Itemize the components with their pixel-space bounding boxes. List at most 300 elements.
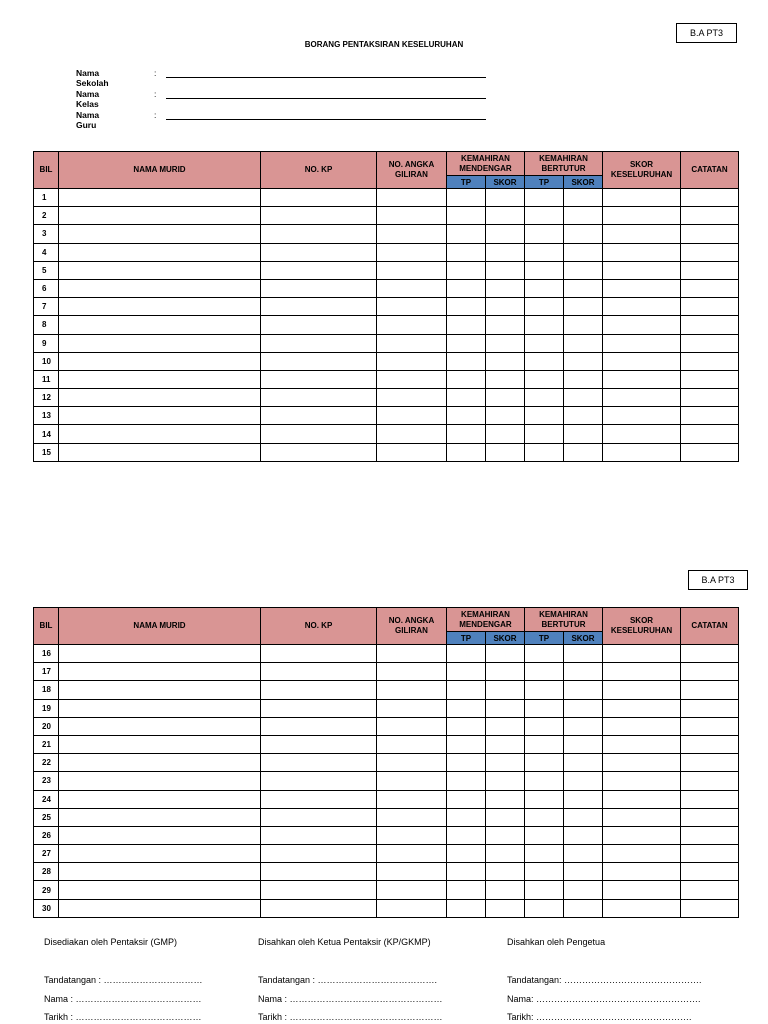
table-cell[interactable] — [603, 663, 681, 681]
table-cell[interactable] — [377, 352, 447, 370]
table-cell[interactable] — [447, 790, 486, 808]
table-cell[interactable] — [261, 425, 377, 443]
table-cell[interactable] — [261, 754, 377, 772]
table-cell[interactable] — [681, 334, 739, 352]
table-cell[interactable] — [486, 370, 525, 388]
row-number: 15 — [34, 443, 59, 461]
table-cell[interactable] — [525, 189, 564, 207]
table-cell[interactable] — [377, 316, 447, 334]
table-cell[interactable] — [59, 863, 261, 881]
table-cell[interactable] — [564, 881, 603, 899]
table-row — [34, 443, 739, 461]
school-name-field[interactable] — [166, 77, 486, 78]
table-cell[interactable] — [681, 663, 739, 681]
table-cell[interactable] — [59, 826, 261, 844]
table-cell[interactable] — [447, 352, 486, 370]
table-cell[interactable] — [486, 826, 525, 844]
class-name-field[interactable] — [166, 98, 486, 99]
row-number: 20 — [34, 717, 59, 735]
table-cell[interactable] — [486, 663, 525, 681]
table-cell[interactable] — [681, 261, 739, 279]
row-number: 9 — [34, 334, 59, 352]
table-cell[interactable] — [486, 899, 525, 917]
table-cell[interactable] — [525, 663, 564, 681]
table-cell[interactable] — [486, 261, 525, 279]
table-cell[interactable] — [261, 279, 377, 297]
table-cell[interactable] — [564, 370, 603, 388]
table-cell[interactable] — [59, 334, 261, 352]
page-title: BORANG PENTAKSIRAN KESELURUHAN — [304, 40, 464, 49]
table-cell[interactable] — [486, 845, 525, 863]
table-cell[interactable] — [447, 279, 486, 297]
table-cell[interactable] — [377, 826, 447, 844]
table-cell[interactable] — [377, 772, 447, 790]
signature-line-tandatangan[interactable]: Tandatangan : …………………………………. — [258, 975, 438, 985]
table-cell[interactable] — [377, 681, 447, 699]
table-cell[interactable] — [377, 790, 447, 808]
table-cell[interactable] — [486, 352, 525, 370]
table-cell[interactable] — [603, 826, 681, 844]
table-cell[interactable] — [525, 772, 564, 790]
table-cell[interactable] — [525, 298, 564, 316]
table-cell[interactable] — [447, 881, 486, 899]
table-cell[interactable] — [564, 425, 603, 443]
table-cell[interactable] — [603, 298, 681, 316]
table-cell[interactable] — [681, 681, 739, 699]
table-cell[interactable] — [681, 790, 739, 808]
table-cell[interactable] — [603, 772, 681, 790]
table-cell[interactable] — [261, 826, 377, 844]
table-cell[interactable] — [603, 425, 681, 443]
table-cell[interactable] — [603, 681, 681, 699]
table-cell[interactable] — [261, 681, 377, 699]
table-cell[interactable] — [603, 645, 681, 663]
table-cell[interactable] — [486, 443, 525, 461]
table-cell[interactable] — [525, 845, 564, 863]
table-cell[interactable] — [681, 717, 739, 735]
table-cell[interactable] — [447, 699, 486, 717]
table-cell[interactable] — [603, 754, 681, 772]
table-cell[interactable] — [59, 352, 261, 370]
table-cell[interactable] — [525, 863, 564, 881]
table-cell[interactable] — [377, 443, 447, 461]
table-cell[interactable] — [564, 772, 603, 790]
table-cell[interactable] — [261, 189, 377, 207]
table-cell[interactable] — [261, 863, 377, 881]
table-cell[interactable] — [603, 717, 681, 735]
table-cell[interactable] — [377, 279, 447, 297]
table-cell[interactable] — [564, 754, 603, 772]
table-cell[interactable] — [447, 261, 486, 279]
table-cell[interactable] — [59, 717, 261, 735]
table-cell[interactable] — [377, 189, 447, 207]
table-cell[interactable] — [486, 207, 525, 225]
table-cell[interactable] — [59, 279, 261, 297]
signature-line-tarikh[interactable]: Tarikh: ……………………………………………. — [507, 1012, 692, 1022]
table-row — [34, 754, 739, 772]
table-cell[interactable] — [377, 298, 447, 316]
table-cell[interactable] — [59, 790, 261, 808]
table-cell[interactable] — [603, 407, 681, 425]
table-cell[interactable] — [486, 298, 525, 316]
table-cell[interactable] — [603, 316, 681, 334]
table-cell[interactable] — [681, 316, 739, 334]
table-cell[interactable] — [681, 225, 739, 243]
signature-line-nama[interactable]: Nama: ………………………………………………. — [507, 994, 701, 1004]
table-cell[interactable] — [603, 863, 681, 881]
table-cell[interactable] — [681, 443, 739, 461]
table-cell[interactable] — [564, 899, 603, 917]
table-cell[interactable] — [681, 389, 739, 407]
table-cell[interactable] — [377, 699, 447, 717]
table-cell[interactable] — [377, 863, 447, 881]
table-cell[interactable] — [564, 808, 603, 826]
table-cell[interactable] — [261, 334, 377, 352]
table-cell[interactable] — [447, 681, 486, 699]
table-cell[interactable] — [564, 663, 603, 681]
row-number: 21 — [34, 735, 59, 753]
table-cell[interactable] — [59, 225, 261, 243]
table-cell[interactable] — [261, 370, 377, 388]
table-cell[interactable] — [564, 717, 603, 735]
table-cell[interactable] — [59, 189, 261, 207]
table-cell[interactable] — [603, 699, 681, 717]
table-cell[interactable] — [59, 699, 261, 717]
table-cell[interactable] — [564, 443, 603, 461]
table-cell[interactable] — [486, 407, 525, 425]
table-cell[interactable] — [564, 279, 603, 297]
table-cell[interactable] — [564, 699, 603, 717]
table-cell[interactable] — [681, 899, 739, 917]
signature-line-nama[interactable]: Nama : …………………………………… — [44, 994, 202, 1004]
table-cell[interactable] — [525, 881, 564, 899]
table-cell[interactable] — [525, 407, 564, 425]
table-cell[interactable] — [681, 845, 739, 863]
table-cell[interactable] — [603, 225, 681, 243]
table-cell[interactable] — [564, 826, 603, 844]
table-cell[interactable] — [681, 298, 739, 316]
table-cell[interactable] — [486, 863, 525, 881]
table-cell[interactable] — [447, 389, 486, 407]
table-cell[interactable] — [525, 808, 564, 826]
table-cell[interactable] — [681, 808, 739, 826]
subheader-tp: TP — [447, 632, 486, 645]
table-cell[interactable] — [681, 407, 739, 425]
table-cell[interactable] — [486, 790, 525, 808]
table-cell[interactable] — [261, 663, 377, 681]
table-cell[interactable] — [261, 735, 377, 753]
table-cell[interactable] — [59, 316, 261, 334]
info-label-class: Nama Kelas — [76, 89, 100, 109]
table-cell[interactable] — [525, 443, 564, 461]
table-cell[interactable] — [681, 425, 739, 443]
table-cell[interactable] — [59, 735, 261, 753]
table-cell[interactable] — [261, 352, 377, 370]
table-cell[interactable] — [564, 352, 603, 370]
table-cell[interactable] — [447, 243, 486, 261]
table-cell[interactable] — [564, 863, 603, 881]
table-cell[interactable] — [377, 881, 447, 899]
table-cell[interactable] — [564, 735, 603, 753]
table-cell[interactable] — [377, 425, 447, 443]
table-cell[interactable] — [525, 389, 564, 407]
table-cell[interactable] — [447, 899, 486, 917]
signature-line-tandatangan[interactable]: Tandatangan : …………………………… — [44, 975, 203, 985]
table-cell[interactable] — [59, 261, 261, 279]
table-cell[interactable] — [525, 370, 564, 388]
table-cell[interactable] — [59, 370, 261, 388]
table-cell[interactable] — [681, 863, 739, 881]
table-cell[interactable] — [261, 790, 377, 808]
table-cell[interactable] — [447, 863, 486, 881]
table-cell[interactable] — [603, 261, 681, 279]
table-cell[interactable] — [59, 899, 261, 917]
table-cell[interactable] — [261, 207, 377, 225]
table-cell[interactable] — [377, 207, 447, 225]
table-cell[interactable] — [564, 243, 603, 261]
table-cell[interactable] — [681, 279, 739, 297]
table-cell[interactable] — [681, 881, 739, 899]
table-cell[interactable] — [681, 207, 739, 225]
table-cell[interactable] — [377, 808, 447, 826]
row-number: 7 — [34, 298, 59, 316]
header-no-kp: NO. KP — [261, 152, 377, 189]
teacher-name-field[interactable] — [166, 119, 486, 120]
table-cell[interactable] — [377, 845, 447, 863]
table-cell[interactable] — [377, 334, 447, 352]
table-cell[interactable] — [525, 754, 564, 772]
table-cell[interactable] — [59, 681, 261, 699]
table-cell[interactable] — [261, 881, 377, 899]
table-cell[interactable] — [447, 425, 486, 443]
table-cell[interactable] — [377, 645, 447, 663]
table-cell[interactable] — [603, 899, 681, 917]
table-cell[interactable] — [486, 425, 525, 443]
table-cell[interactable] — [681, 243, 739, 261]
table-cell[interactable] — [525, 207, 564, 225]
row-number: 17 — [34, 663, 59, 681]
table-cell[interactable] — [377, 899, 447, 917]
table-cell[interactable] — [59, 845, 261, 863]
header-bil: BIL — [34, 608, 59, 645]
table-cell[interactable] — [603, 389, 681, 407]
subheader-skor: SKOR — [564, 632, 603, 645]
table-cell[interactable] — [261, 899, 377, 917]
table-cell[interactable] — [377, 225, 447, 243]
table-cell[interactable] — [59, 443, 261, 461]
table-cell[interactable] — [447, 808, 486, 826]
table-cell[interactable] — [486, 681, 525, 699]
table-cell[interactable] — [681, 645, 739, 663]
table-cell[interactable] — [681, 735, 739, 753]
table-cell[interactable] — [603, 790, 681, 808]
table-cell[interactable] — [261, 717, 377, 735]
table-cell[interactable] — [603, 207, 681, 225]
table-cell[interactable] — [603, 334, 681, 352]
table-cell[interactable] — [59, 207, 261, 225]
table-cell[interactable] — [261, 225, 377, 243]
table-cell[interactable] — [603, 243, 681, 261]
table-cell[interactable] — [486, 316, 525, 334]
table-row — [34, 261, 739, 279]
table-cell[interactable] — [564, 334, 603, 352]
table-cell[interactable] — [564, 189, 603, 207]
table-cell[interactable] — [447, 663, 486, 681]
table-cell[interactable] — [681, 754, 739, 772]
table-cell[interactable] — [261, 298, 377, 316]
table-cell[interactable] — [447, 189, 486, 207]
table-cell[interactable] — [525, 279, 564, 297]
table-cell[interactable] — [261, 261, 377, 279]
row-number: 16 — [34, 645, 59, 663]
table-cell[interactable] — [377, 243, 447, 261]
table-cell[interactable] — [261, 389, 377, 407]
table-cell[interactable] — [525, 717, 564, 735]
table-cell[interactable] — [525, 735, 564, 753]
table-cell[interactable] — [486, 735, 525, 753]
table-cell[interactable] — [377, 370, 447, 388]
table-cell[interactable] — [564, 790, 603, 808]
table-cell[interactable] — [377, 261, 447, 279]
table-cell[interactable] — [447, 735, 486, 753]
table-cell[interactable] — [59, 881, 261, 899]
signature-line-nama[interactable]: Nama : …………………………………………… — [258, 994, 443, 1004]
table-cell[interactable] — [486, 389, 525, 407]
table-cell[interactable] — [525, 899, 564, 917]
table-cell[interactable] — [261, 808, 377, 826]
table-cell[interactable] — [564, 261, 603, 279]
table-cell[interactable] — [564, 681, 603, 699]
table-cell[interactable] — [59, 407, 261, 425]
table-cell[interactable] — [447, 334, 486, 352]
table-cell[interactable] — [603, 845, 681, 863]
table-cell[interactable] — [447, 754, 486, 772]
table-cell[interactable] — [377, 717, 447, 735]
table-cell[interactable] — [603, 808, 681, 826]
table-cell[interactable] — [525, 699, 564, 717]
table-cell[interactable] — [59, 425, 261, 443]
table-cell[interactable] — [261, 699, 377, 717]
table-cell[interactable] — [59, 243, 261, 261]
table-cell[interactable] — [59, 663, 261, 681]
table-cell[interactable] — [59, 808, 261, 826]
table-cell[interactable] — [377, 663, 447, 681]
table-cell[interactable] — [681, 826, 739, 844]
table-cell[interactable] — [564, 298, 603, 316]
table-cell[interactable] — [525, 790, 564, 808]
table-cell[interactable] — [447, 845, 486, 863]
table-cell[interactable] — [447, 826, 486, 844]
table-cell[interactable] — [486, 189, 525, 207]
table-cell[interactable] — [486, 717, 525, 735]
table-cell[interactable] — [564, 225, 603, 243]
table-cell[interactable] — [564, 207, 603, 225]
table-cell[interactable] — [525, 225, 564, 243]
row-number: 6 — [34, 279, 59, 297]
table-cell[interactable] — [603, 370, 681, 388]
signature-line-tarikh[interactable]: Tarikh : …………………………………… — [44, 1012, 202, 1022]
table-cell[interactable] — [486, 645, 525, 663]
table-cell[interactable] — [447, 225, 486, 243]
table-cell[interactable] — [447, 298, 486, 316]
table-cell[interactable] — [486, 279, 525, 297]
signature-line-tarikh[interactable]: Tarikh : …………………………………………… — [258, 1012, 443, 1022]
table-cell[interactable] — [447, 316, 486, 334]
table-cell[interactable] — [564, 389, 603, 407]
table-cell[interactable] — [603, 189, 681, 207]
table-cell[interactable] — [525, 826, 564, 844]
signature-line-tandatangan[interactable]: Tandatangan: ………………………………………. — [507, 975, 702, 985]
table-cell[interactable] — [564, 407, 603, 425]
table-cell[interactable] — [447, 645, 486, 663]
table-cell[interactable] — [447, 772, 486, 790]
table-cell[interactable] — [486, 225, 525, 243]
table-cell[interactable] — [59, 298, 261, 316]
table-cell[interactable] — [261, 443, 377, 461]
table-cell[interactable] — [377, 407, 447, 425]
table-cell[interactable] — [261, 316, 377, 334]
table-cell[interactable] — [59, 645, 261, 663]
table-cell[interactable] — [447, 443, 486, 461]
table-cell[interactable] — [525, 243, 564, 261]
table-cell[interactable] — [525, 261, 564, 279]
table-cell[interactable] — [447, 370, 486, 388]
table-cell[interactable] — [603, 881, 681, 899]
table-cell[interactable] — [525, 352, 564, 370]
table-cell[interactable] — [261, 645, 377, 663]
table-cell[interactable] — [525, 334, 564, 352]
table-cell[interactable] — [486, 699, 525, 717]
table-cell[interactable] — [447, 407, 486, 425]
table-cell[interactable] — [59, 754, 261, 772]
table-cell[interactable] — [377, 754, 447, 772]
table-cell[interactable] — [261, 407, 377, 425]
table-cell[interactable] — [261, 845, 377, 863]
table-cell[interactable] — [486, 334, 525, 352]
table-cell[interactable] — [681, 189, 739, 207]
table-cell[interactable] — [564, 316, 603, 334]
table-cell[interactable] — [486, 243, 525, 261]
table-cell[interactable] — [681, 370, 739, 388]
table-cell[interactable] — [486, 772, 525, 790]
table-cell[interactable] — [603, 279, 681, 297]
table-cell[interactable] — [377, 389, 447, 407]
table-cell[interactable] — [261, 772, 377, 790]
table-cell[interactable] — [681, 699, 739, 717]
table-cell[interactable] — [59, 772, 261, 790]
table-cell[interactable] — [261, 243, 377, 261]
table-cell[interactable] — [603, 735, 681, 753]
table-cell[interactable] — [377, 735, 447, 753]
table-cell[interactable] — [525, 681, 564, 699]
table-cell[interactable] — [681, 772, 739, 790]
table-cell[interactable] — [525, 316, 564, 334]
table-cell[interactable] — [564, 845, 603, 863]
table-cell[interactable] — [486, 881, 525, 899]
table-cell[interactable] — [447, 207, 486, 225]
table-cell[interactable] — [447, 717, 486, 735]
row-number: 22 — [34, 754, 59, 772]
table-cell[interactable] — [603, 352, 681, 370]
table-cell[interactable] — [525, 645, 564, 663]
table-cell[interactable] — [486, 808, 525, 826]
table-cell[interactable] — [59, 389, 261, 407]
table-cell[interactable] — [525, 425, 564, 443]
table-cell[interactable] — [681, 352, 739, 370]
table-cell[interactable] — [564, 645, 603, 663]
table-cell[interactable] — [603, 443, 681, 461]
table-cell[interactable] — [486, 754, 525, 772]
